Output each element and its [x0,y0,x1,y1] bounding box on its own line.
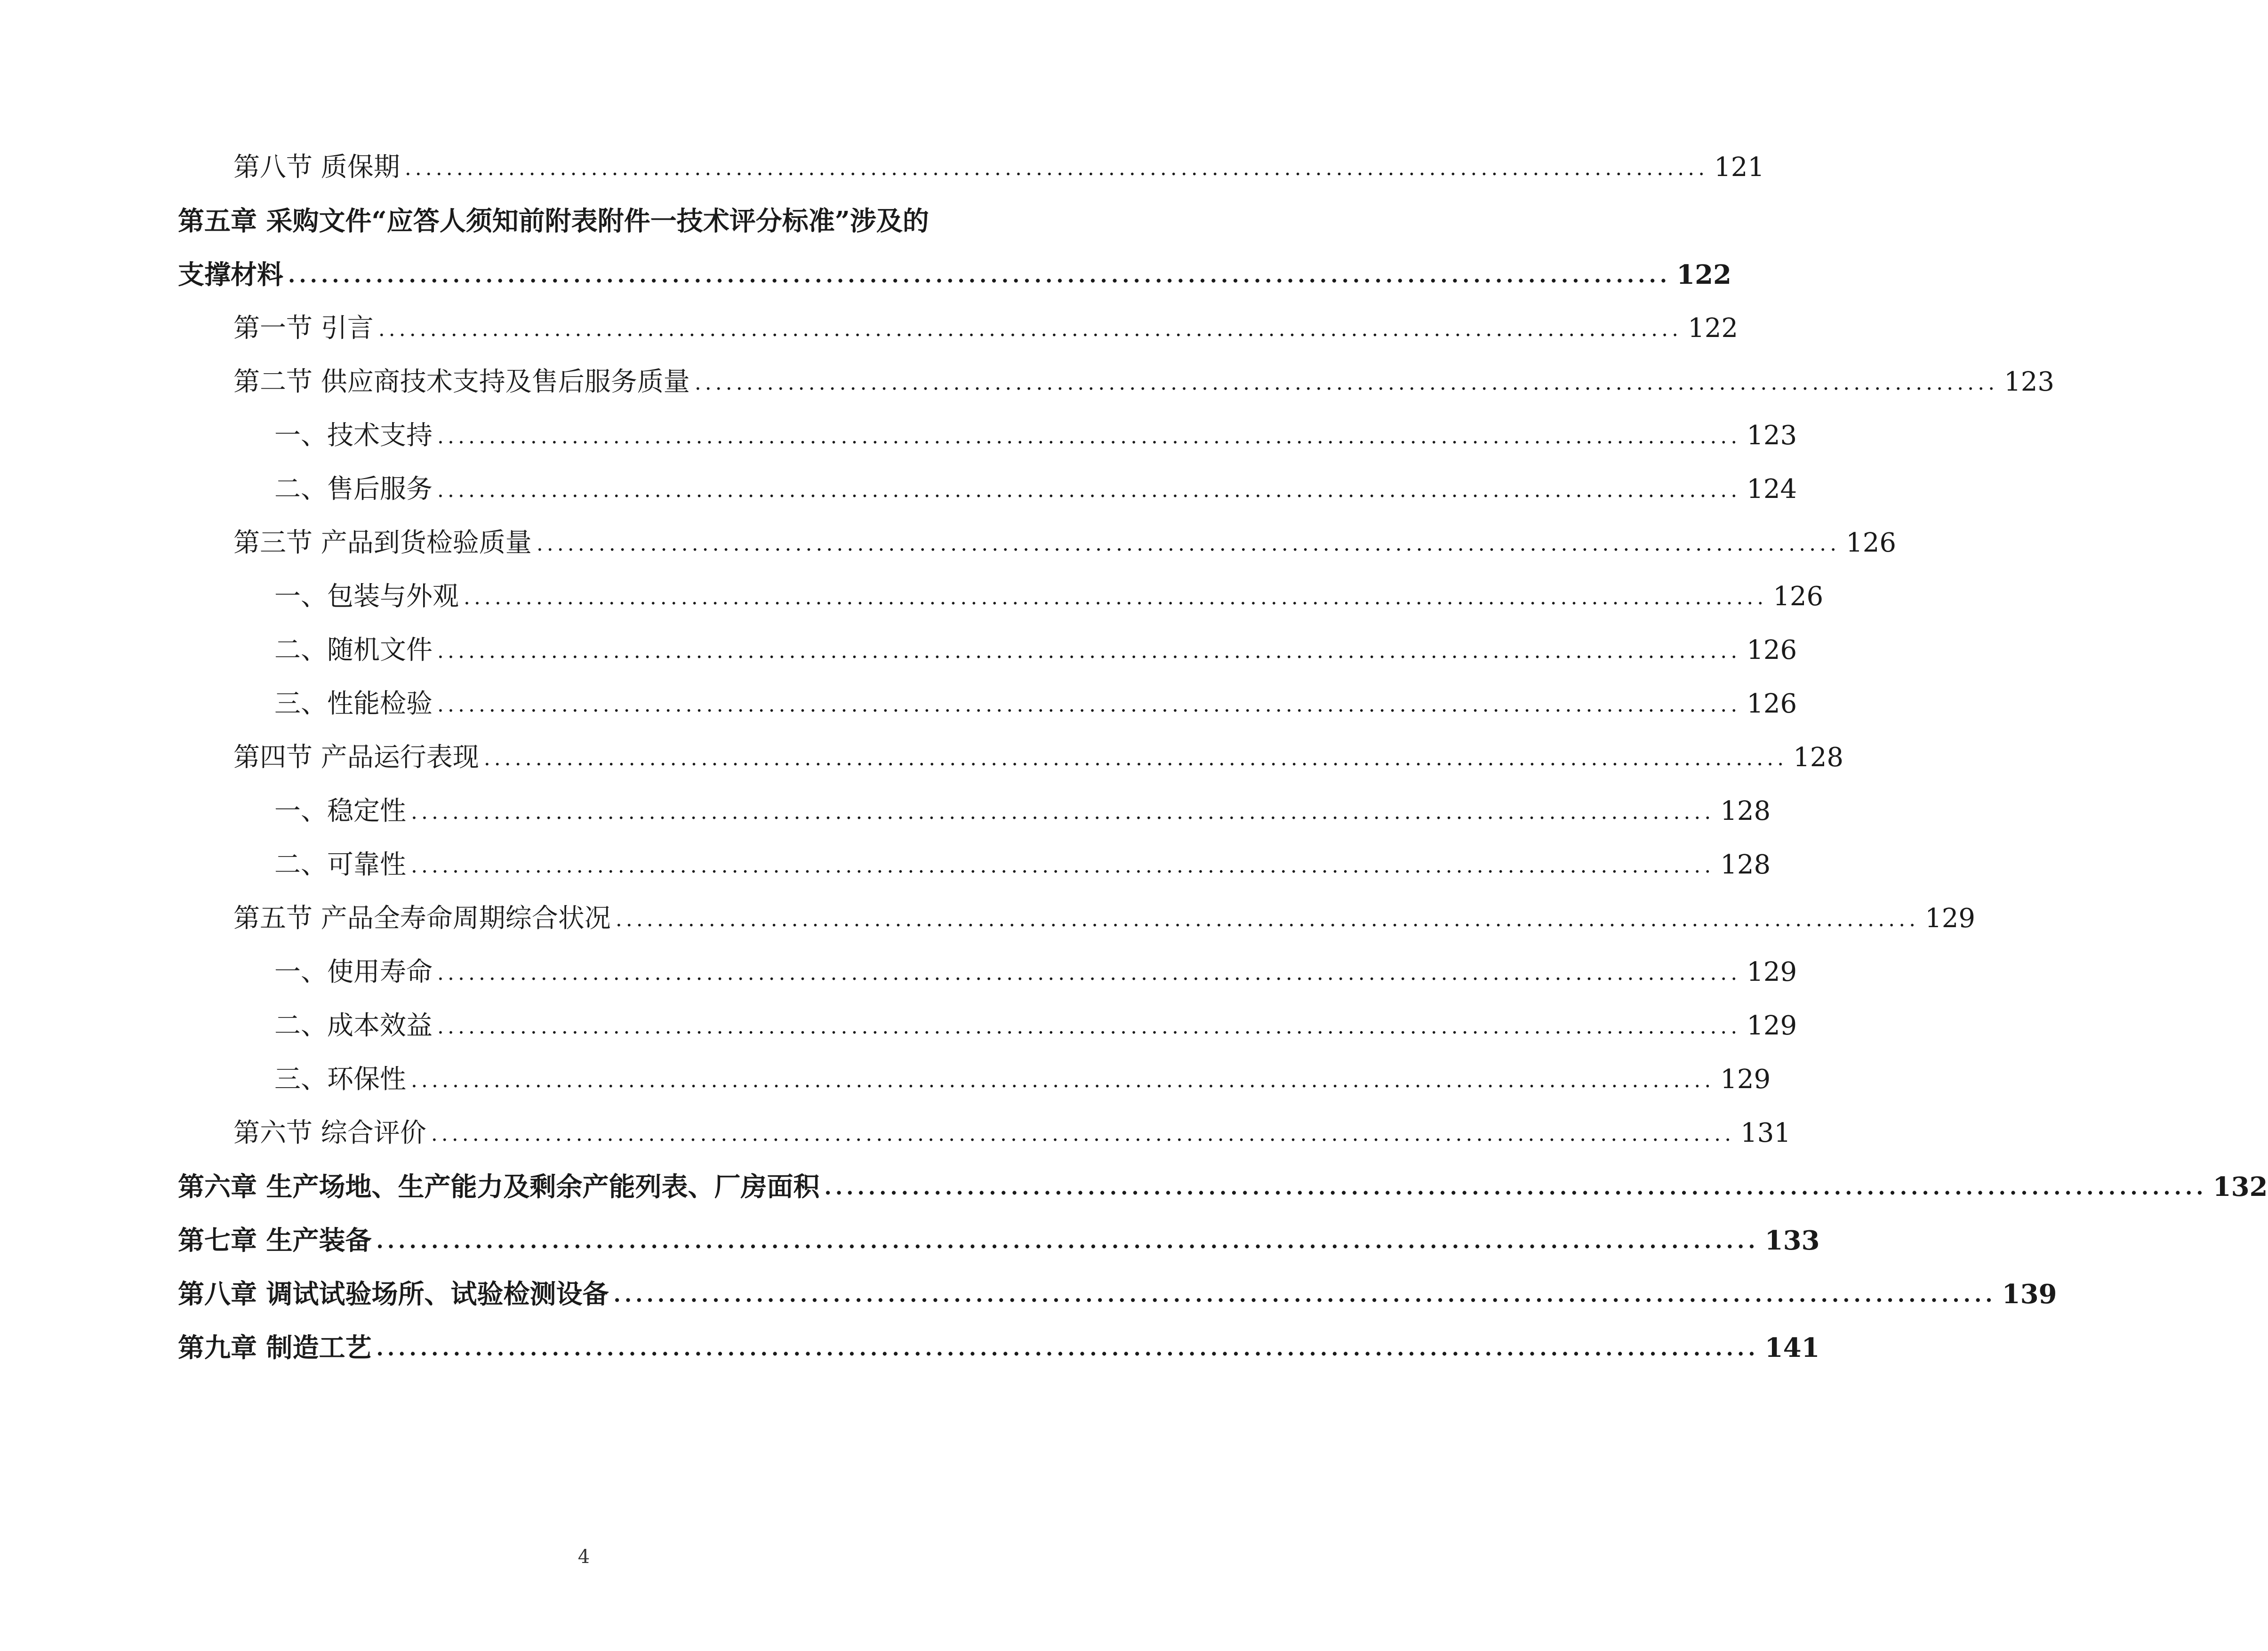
toc-page-number: 128 [1720,796,1771,826]
toc-page-number: 131 [1740,1118,1791,1148]
toc-title: 一、稳定性 [274,796,406,826]
toc-page-number: 126 [1846,528,1896,558]
toc-page-number: 141 [1764,1332,1820,1363]
toc-leader: .............................................................................................................................. [376,1229,1759,1253]
toc-leader: .............................................................................................................................. [404,156,1709,180]
toc-leader: .............................................................................................................................. [437,1015,1741,1039]
toc-entry-chap-9[interactable] [178,1314,1820,1363]
toc-leader: .............................................................................................................................. [437,425,1741,449]
toc-leader: .............................................................................................................................. [694,371,1999,395]
toc-title: 三、环保性 [274,1064,406,1095]
toc-entry-chap-5-line1[interactable] [178,187,998,237]
toc-leader: .............................................................................................................................. [615,907,1920,931]
toc-entry-sub-5-3[interactable] [178,1046,1771,1095]
toc-title: 第六节 综合评价 [233,1118,426,1148]
toc-title: 第四节 产品运行表现 [233,742,479,773]
toc-entry-sec-6-evaluation[interactable] [178,1099,1791,1148]
toc-leader: .............................................................................................................................. [411,1068,1715,1092]
toc-page-number: 126 [1747,635,1797,665]
toc-leader: .............................................................................................................................. [437,961,1741,985]
toc-leader: .............................................................................................................................. [613,1283,1996,1307]
toc-entry-sub-4-2[interactable] [178,831,1771,880]
toc-title: 第一节 引言 [233,313,374,344]
toc-page-number: 122 [1676,259,1732,290]
toc-title: 二、随机文件 [274,635,433,665]
toc-page-number: 126 [1773,581,1824,612]
toc-page-number: 129 [1747,1010,1797,1041]
toc-entry-sub-5-2[interactable] [178,992,1797,1041]
toc-leader: .............................................................................................................................. [437,639,1741,663]
toc-entry-sec-3-inspection[interactable] [178,509,1896,558]
toc-entry-sec-2-support[interactable] [178,348,2054,397]
toc-leader: .............................................................................................................................. [288,264,1671,288]
toc-leader: .............................................................................................................................. [824,1176,2207,1200]
toc-entry-sub-3-3[interactable] [178,670,1797,719]
toc-page-number: 129 [1747,957,1797,987]
toc-page-number: 128 [1720,850,1771,880]
toc-entry-sec-1-intro[interactable] [178,295,1738,344]
toc-page-number: 123 [2004,367,2054,397]
toc-entry-chap-5-line2[interactable] [178,241,1732,290]
toc-entry-sec-4-operation[interactable] [178,724,1843,773]
toc-leader: .............................................................................................................................. [431,1122,1735,1146]
toc-entry-sub-3-2[interactable] [178,617,1797,665]
toc-page-number: 121 [1714,152,1764,183]
toc-leader: .............................................................................................................................. [376,1337,1759,1361]
toc-leader: .............................................................................................................................. [411,800,1715,824]
toc-title: 第九章 制造工艺 [178,1332,372,1363]
toc-entry-chap-8[interactable] [178,1260,2057,1310]
toc-leader: .............................................................................................................................. [411,854,1715,878]
toc-title: 二、售后服务 [274,474,433,505]
toc-page-number: 129 [1925,903,1975,934]
toc-title: 二、成本效益 [274,1010,433,1041]
toc-page-number: 132 [2212,1171,2268,1202]
toc-leader: .............................................................................................................................. [483,746,1788,770]
toc-title: 二、可靠性 [274,850,406,880]
toc-page-number: 122 [1688,313,1738,344]
toc-title: 第六章 生产场地、生产能力及剩余产能列表、厂房面积 [178,1171,820,1202]
toc-page-number: 123 [1747,420,1797,451]
toc-title: 三、性能检验 [274,689,433,719]
footer-page-number: 4 [577,1546,590,1568]
toc-title: 第二节 供应商技术支持及售后服务质量 [233,367,690,397]
toc-entry-chap-7[interactable] [178,1207,1820,1256]
toc-leader: .............................................................................................................................. [464,585,1768,609]
toc-title: 支撑材料 [178,259,283,290]
toc-leader: .............................................................................................................................. [536,532,1841,556]
toc-entry-chap-6[interactable] [178,1153,2268,1202]
toc-page-number: 124 [1747,474,1797,505]
toc-entry-sec-5-lifecycle[interactable] [178,885,1975,934]
toc-entry-sec-8-warranty[interactable] [178,134,1764,183]
toc-page-number: 126 [1747,689,1797,719]
toc-title: 第五节 产品全寿命周期综合状况 [233,903,611,934]
toc-leader: .............................................................................................................................. [378,317,1683,341]
toc-page-number: 129 [1720,1064,1771,1095]
toc-page-number: 139 [2002,1279,2057,1310]
toc-title: 一、包装与外观 [274,581,459,612]
toc-page-number: 128 [1793,742,1843,773]
toc-title: 第五章 采购文件“应答人须知前附表附件一技术评分标准”涉及的 [178,206,929,237]
toc-title: 第七章 生产装备 [178,1225,372,1256]
toc-leader: .............................................................................................................................. [437,478,1741,502]
toc-title: 第八章 调试试验场所、试验检测设备 [178,1279,609,1310]
toc-leader: .............................................................................................................................. [437,693,1741,717]
toc-title: 一、使用寿命 [274,957,433,987]
toc-entry-sub-2-1[interactable] [178,402,1797,451]
toc-title: 一、技术支持 [274,420,433,451]
toc-title: 第八节 质保期 [233,152,400,183]
toc-title: 第三节 产品到货检验质量 [233,528,532,558]
toc-entry-sub-5-1[interactable] [178,938,1797,987]
toc-entry-sub-4-1[interactable] [178,777,1771,826]
toc-entry-sub-3-1[interactable] [178,563,1824,612]
toc-entry-sub-2-2[interactable] [178,456,1797,505]
toc-page-number: 133 [1764,1225,1820,1256]
